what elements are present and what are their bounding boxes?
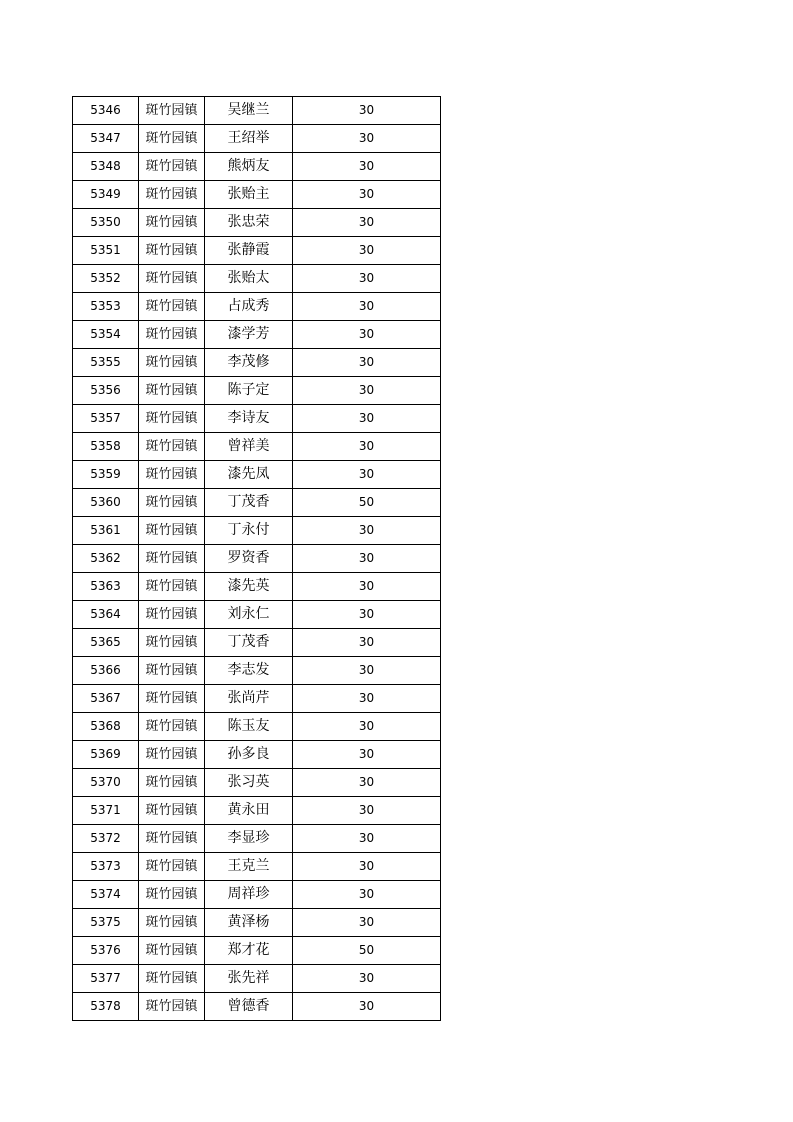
row-number-cell: 5357	[73, 405, 139, 433]
row-number-cell: 5374	[73, 881, 139, 909]
row-number-cell: 5353	[73, 293, 139, 321]
row-number-cell: 5356	[73, 377, 139, 405]
town-cell: 斑竹园镇	[139, 321, 205, 349]
table-row	[73, 461, 441, 489]
table-row	[73, 125, 441, 153]
table-row	[73, 377, 441, 405]
town-cell: 斑竹园镇	[139, 657, 205, 685]
table-row	[73, 909, 441, 937]
row-number-cell: 5359	[73, 461, 139, 489]
row-number-cell: 5373	[73, 853, 139, 881]
person-name-cell: 漆先凤	[205, 461, 293, 489]
table-row	[73, 797, 441, 825]
row-number-cell: 5366	[73, 657, 139, 685]
person-name-cell: 黄泽杨	[205, 909, 293, 937]
town-cell: 斑竹园镇	[139, 405, 205, 433]
amount-cell: 30	[293, 321, 441, 349]
town-cell: 斑竹园镇	[139, 349, 205, 377]
amount-cell: 30	[293, 769, 441, 797]
town-cell: 斑竹园镇	[139, 293, 205, 321]
person-name-cell: 张贻太	[205, 265, 293, 293]
town-cell: 斑竹园镇	[139, 461, 205, 489]
person-name-cell: 曾德香	[205, 993, 293, 1021]
person-name-cell: 王克兰	[205, 853, 293, 881]
row-number-cell: 5355	[73, 349, 139, 377]
row-number-cell: 5364	[73, 601, 139, 629]
table-row	[73, 965, 441, 993]
table-row	[73, 573, 441, 601]
row-number-cell: 5358	[73, 433, 139, 461]
person-name-cell: 张静霞	[205, 237, 293, 265]
person-name-cell: 陈玉友	[205, 713, 293, 741]
amount-cell: 30	[293, 797, 441, 825]
town-cell: 斑竹园镇	[139, 881, 205, 909]
row-number-cell: 5372	[73, 825, 139, 853]
row-number-cell: 5363	[73, 573, 139, 601]
town-cell: 斑竹园镇	[139, 825, 205, 853]
amount-cell: 30	[293, 545, 441, 573]
person-name-cell: 丁茂香	[205, 489, 293, 517]
table-body	[73, 97, 441, 1021]
amount-cell: 30	[293, 517, 441, 545]
town-cell: 斑竹园镇	[139, 97, 205, 125]
table-row	[73, 545, 441, 573]
person-name-cell: 张习英	[205, 769, 293, 797]
town-cell: 斑竹园镇	[139, 629, 205, 657]
amount-cell: 30	[293, 657, 441, 685]
amount-cell: 30	[293, 629, 441, 657]
person-name-cell: 占成秀	[205, 293, 293, 321]
row-number-cell: 5360	[73, 489, 139, 517]
person-name-cell: 郑才花	[205, 937, 293, 965]
town-cell: 斑竹园镇	[139, 125, 205, 153]
town-cell: 斑竹园镇	[139, 937, 205, 965]
person-name-cell: 黄永田	[205, 797, 293, 825]
person-name-cell: 漆学芳	[205, 321, 293, 349]
table-row	[73, 853, 441, 881]
table-row	[73, 153, 441, 181]
person-name-cell: 罗资香	[205, 545, 293, 573]
amount-cell: 30	[293, 853, 441, 881]
row-number-cell: 5377	[73, 965, 139, 993]
table-row	[73, 825, 441, 853]
person-name-cell: 陈子定	[205, 377, 293, 405]
person-name-cell: 丁永付	[205, 517, 293, 545]
amount-cell: 30	[293, 433, 441, 461]
person-name-cell: 曾祥美	[205, 433, 293, 461]
town-cell: 斑竹园镇	[139, 741, 205, 769]
amount-cell: 30	[293, 573, 441, 601]
table-row	[73, 657, 441, 685]
person-name-cell: 吴继兰	[205, 97, 293, 125]
amount-cell: 30	[293, 825, 441, 853]
person-name-cell: 周祥珍	[205, 881, 293, 909]
table-row	[73, 741, 441, 769]
table-row	[73, 713, 441, 741]
payment-table	[72, 96, 441, 1021]
person-name-cell: 孙多良	[205, 741, 293, 769]
town-cell: 斑竹园镇	[139, 601, 205, 629]
table-row	[73, 937, 441, 965]
town-cell: 斑竹园镇	[139, 237, 205, 265]
person-name-cell: 刘永仁	[205, 601, 293, 629]
row-number-cell: 5348	[73, 153, 139, 181]
amount-cell: 30	[293, 405, 441, 433]
table-row	[73, 209, 441, 237]
town-cell: 斑竹园镇	[139, 517, 205, 545]
amount-cell: 30	[293, 601, 441, 629]
town-cell: 斑竹园镇	[139, 797, 205, 825]
table-row	[73, 181, 441, 209]
table-row	[73, 405, 441, 433]
town-cell: 斑竹园镇	[139, 685, 205, 713]
table-row	[73, 769, 441, 797]
table-row	[73, 685, 441, 713]
amount-cell: 30	[293, 685, 441, 713]
person-name-cell: 李显珍	[205, 825, 293, 853]
town-cell: 斑竹园镇	[139, 713, 205, 741]
table-row	[73, 517, 441, 545]
person-name-cell: 李茂修	[205, 349, 293, 377]
row-number-cell: 5367	[73, 685, 139, 713]
amount-cell: 30	[293, 713, 441, 741]
town-cell: 斑竹园镇	[139, 209, 205, 237]
town-cell: 斑竹园镇	[139, 377, 205, 405]
row-number-cell: 5347	[73, 125, 139, 153]
row-number-cell: 5378	[73, 993, 139, 1021]
person-name-cell: 李诗友	[205, 405, 293, 433]
amount-cell: 30	[293, 265, 441, 293]
row-number-cell: 5351	[73, 237, 139, 265]
amount-cell: 30	[293, 993, 441, 1021]
row-number-cell: 5352	[73, 265, 139, 293]
amount-cell: 30	[293, 293, 441, 321]
amount-cell: 30	[293, 461, 441, 489]
person-name-cell: 漆先英	[205, 573, 293, 601]
amount-cell: 30	[293, 97, 441, 125]
table-row	[73, 97, 441, 125]
table-row	[73, 629, 441, 657]
town-cell: 斑竹园镇	[139, 993, 205, 1021]
amount-cell: 30	[293, 125, 441, 153]
person-name-cell: 张贻主	[205, 181, 293, 209]
table-row	[73, 489, 441, 517]
town-cell: 斑竹园镇	[139, 489, 205, 517]
amount-cell: 30	[293, 209, 441, 237]
row-number-cell: 5375	[73, 909, 139, 937]
row-number-cell: 5346	[73, 97, 139, 125]
amount-cell: 50	[293, 937, 441, 965]
amount-cell: 30	[293, 349, 441, 377]
table-row	[73, 881, 441, 909]
town-cell: 斑竹园镇	[139, 573, 205, 601]
row-number-cell: 5354	[73, 321, 139, 349]
table-row	[73, 433, 441, 461]
town-cell: 斑竹园镇	[139, 153, 205, 181]
person-name-cell: 张忠荣	[205, 209, 293, 237]
amount-cell: 30	[293, 181, 441, 209]
row-number-cell: 5365	[73, 629, 139, 657]
amount-cell: 30	[293, 881, 441, 909]
table-row	[73, 601, 441, 629]
row-number-cell: 5370	[73, 769, 139, 797]
row-number-cell: 5376	[73, 937, 139, 965]
town-cell: 斑竹园镇	[139, 181, 205, 209]
amount-cell: 50	[293, 489, 441, 517]
table-row	[73, 349, 441, 377]
row-number-cell: 5371	[73, 797, 139, 825]
amount-cell: 30	[293, 909, 441, 937]
person-name-cell: 熊炳友	[205, 153, 293, 181]
town-cell: 斑竹园镇	[139, 965, 205, 993]
table-row	[73, 265, 441, 293]
amount-cell: 30	[293, 377, 441, 405]
person-name-cell: 张先祥	[205, 965, 293, 993]
row-number-cell: 5349	[73, 181, 139, 209]
amount-cell: 30	[293, 965, 441, 993]
town-cell: 斑竹园镇	[139, 433, 205, 461]
table-row	[73, 237, 441, 265]
town-cell: 斑竹园镇	[139, 265, 205, 293]
amount-cell: 30	[293, 237, 441, 265]
town-cell: 斑竹园镇	[139, 545, 205, 573]
person-name-cell: 李志发	[205, 657, 293, 685]
row-number-cell: 5368	[73, 713, 139, 741]
amount-cell: 30	[293, 741, 441, 769]
person-name-cell: 张尚芹	[205, 685, 293, 713]
row-number-cell: 5369	[73, 741, 139, 769]
person-name-cell: 王绍举	[205, 125, 293, 153]
town-cell: 斑竹园镇	[139, 909, 205, 937]
table-row	[73, 993, 441, 1021]
town-cell: 斑竹园镇	[139, 769, 205, 797]
row-number-cell: 5362	[73, 545, 139, 573]
row-number-cell: 5361	[73, 517, 139, 545]
town-cell: 斑竹园镇	[139, 853, 205, 881]
row-number-cell: 5350	[73, 209, 139, 237]
amount-cell: 30	[293, 153, 441, 181]
table-row	[73, 321, 441, 349]
table-row	[73, 293, 441, 321]
person-name-cell: 丁茂香	[205, 629, 293, 657]
